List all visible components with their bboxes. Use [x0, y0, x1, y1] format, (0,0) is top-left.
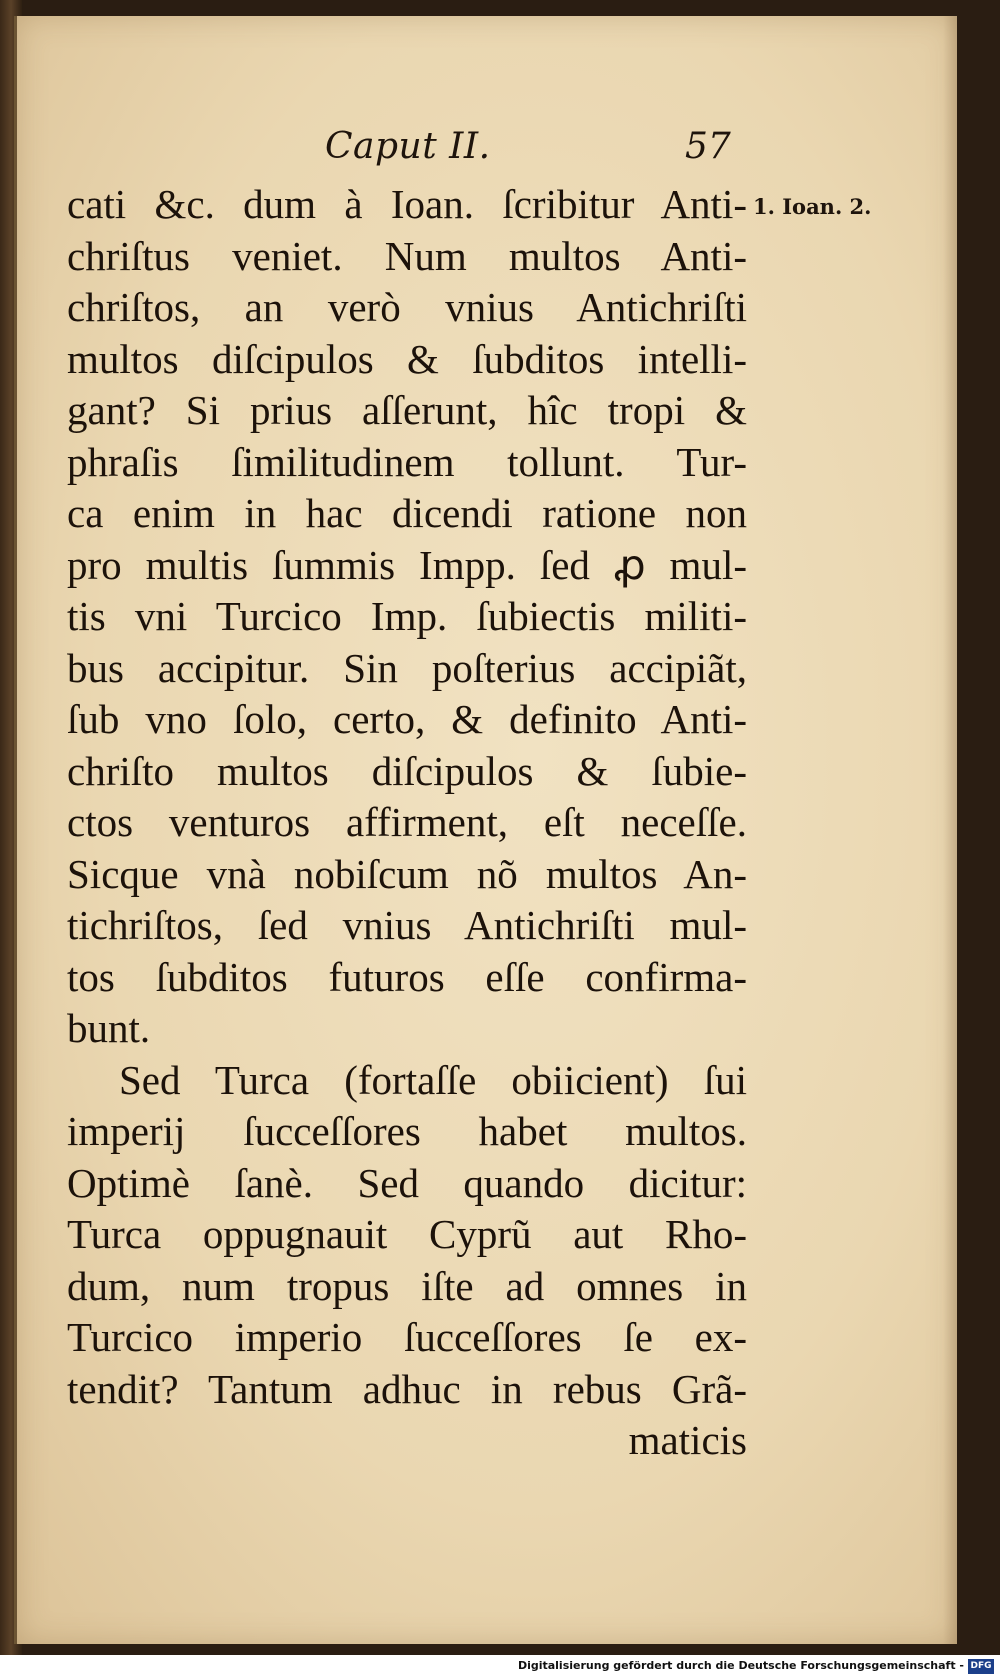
text-line: ctos venturos affirment, eſt neceſſe. [67, 799, 747, 845]
running-head: Caput II. [325, 126, 491, 167]
text-line: bunt. [67, 1005, 151, 1051]
text-line: multos diſcipulos & ſubditos intelli- [67, 335, 747, 382]
text-line: tos ſubditos futuros eſſe confirma- [67, 953, 747, 1000]
text-line: chriſtos, an verò vnius Antichriſti [67, 284, 747, 330]
text-line: ſub vno ſolo, certo, & definito Anti- [67, 696, 747, 742]
text-line: phraſis ſimilitudinem tollunt. Tur- [67, 438, 747, 485]
catchword: maticis [628, 1417, 747, 1463]
book-page [14, 16, 957, 1644]
text-line: ca enim in hac dicendi ratione non [67, 490, 747, 536]
funding-credit: Digitalisierung gefördert durch die Deutsche Forschungsgemeinschaft - [517, 1659, 964, 1672]
text-line: Turcico imperio ſucceſſores ſe ex- [67, 1314, 747, 1360]
text-line: pro multis ſummis Impp. ſed ꝓ mul- [67, 541, 747, 588]
text-line: gant? Si prius aſſerunt, hîc tropi & [67, 387, 747, 433]
marginal-note: 1. Ioan. 2. [753, 194, 872, 219]
text-line: cati &c. dum à Ioan. ſcribitur Anti- [67, 181, 747, 227]
page-number: 57 [685, 126, 731, 167]
text-line: Optimè ſanè. Sed quando dicitur: [67, 1159, 747, 1206]
text-line: Sicque vnà nobiſcum nõ multos An- [67, 850, 747, 897]
text-line: tendit? Tantum adhuc in rebus Grã- [67, 1365, 747, 1412]
text-line: chriſtus veniet. Num multos Anti- [67, 232, 747, 279]
text-line: dum, num tropus iſte ad omnes in [67, 1262, 747, 1309]
dfg-logo: DFG [968, 1659, 994, 1674]
text-line: bus accipitur. Sin poſterius accipiãt, [67, 644, 747, 691]
body-text [67, 179, 747, 1467]
text-line: tichriſtos, ſed vnius Antichriſti mul- [67, 902, 747, 948]
text-line: chriſto multos diſcipulos & ſubie- [67, 747, 747, 794]
text-line: tis vni Turcico Imp. ſubiectis militi- [67, 593, 747, 639]
text-line: Turca oppugnauit Cyprũ aut Rho- [67, 1211, 747, 1257]
text-line: imperij ſucceſſores habet multos. [67, 1108, 747, 1154]
text-line: Sed Turca (fortaſſe obiicient) ſui [119, 1056, 747, 1103]
footer-bar [0, 1655, 1000, 1679]
